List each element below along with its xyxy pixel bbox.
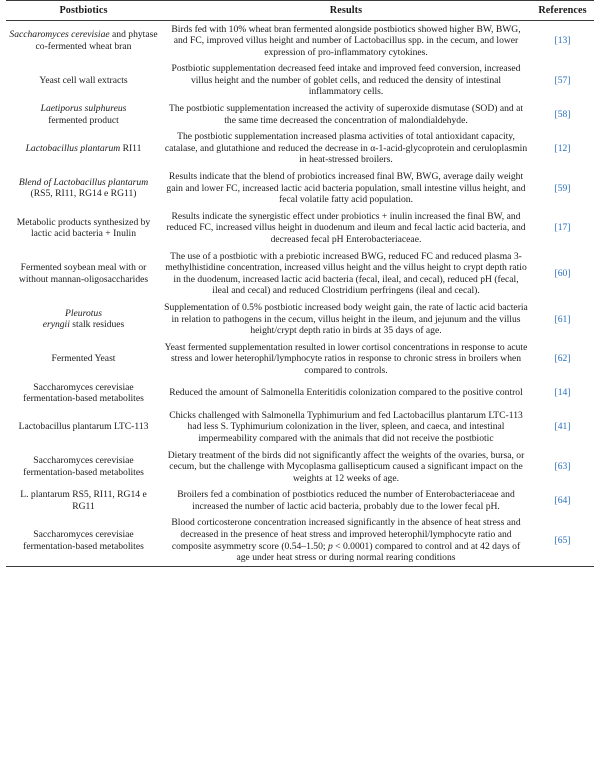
cell-postbiotic: Pleurotus eryngii stalk residues — [42, 307, 125, 331]
cell-results: Chicks challenged with Salmonella Typhimurium and fed Lactobacillus plantarum LTC-113 had less S. Typhimurium colonization in the liver, spleen, and caeca, and intestinal impermeability compared with the animals that did not receive the postbiotic — [169, 409, 523, 444]
table-row — [6, 129, 594, 169]
cell-postbiotic: Saccharomyces cerevisiae fermentation-based metabolites — [23, 381, 144, 405]
cell-results: Blood corticosterone concentration increased significantly in the absence of heat stress and decreased in the presence of heat stress and improved heterophil/lymphocyte ratio and composite asymmetry score (0.54–1.50; p < 0.0001) compared to control and at 42 days of age under heat stress or during normal rearing conditions — [161, 515, 531, 567]
cell-postbiotic: Saccharomyces cerevisiae fermentation-based metabolites — [6, 515, 161, 567]
cell-postbiotic: Saccharomyces cerevisiae and phytase co-fermented wheat bran — [9, 29, 158, 52]
reference-link[interactable]: [17] — [554, 222, 571, 234]
column-header-postbiotics: Postbiotics — [6, 1, 161, 21]
table-body — [6, 21, 594, 567]
cell-postbiotic: Fermented Yeast — [51, 353, 116, 365]
reference-link[interactable]: [14] — [554, 387, 571, 399]
cell-results: Dietary treatment of the birds did not significantly affect the weights of the ovaries, bursa, or cecum, but the challenge with Mycoplasma gallisepticum caused a significant impact on the weights at 12 weeks of age. — [167, 449, 525, 484]
cell-reference — [531, 447, 594, 487]
cell-results: Yeast fermented supplementation resulted in lower cortisol concentrations in response to acute stress and lower heterophil/lymphocyte ratios in response to chronic stress in broilers when compared to controls. — [164, 341, 528, 376]
cell-postbiotic: Laetiporus sulphureus fermented product — [40, 103, 127, 126]
table-row — [6, 407, 594, 447]
cell-results: Results indicate that the blend of probiotics increased final BW, BWG, average daily weight gain and lower FC, increased lactic acid bacteria population, small intestine villus height, and fecal volatile fatty acid population. — [166, 171, 526, 206]
reference-link[interactable]: [62] — [554, 353, 571, 365]
table-row — [6, 447, 594, 487]
cell-reference — [531, 299, 594, 339]
cell-reference — [531, 21, 594, 61]
cell-postbiotic: Yeast cell wall extracts — [39, 74, 128, 86]
cell-results: Results indicate the synergistic effect under probiotics + inulin increased the final BW, and reduced FC, increased villus height in duodenum and ileum and fecal lactic acid bacteria, and decreased fecal pH Enterobacteriaceae. — [166, 210, 526, 245]
reference-link[interactable]: [63] — [554, 461, 571, 473]
table-header — [6, 1, 594, 21]
reference-link[interactable]: [64] — [554, 495, 571, 507]
table-row — [6, 339, 594, 379]
cell-results: Postbiotic supplementation decreased feed intake and improved feed conversion, increased villus height and the number of goblet cells, and reduced the density of intestinal inflammatory cells. — [171, 63, 521, 98]
cell-postbiotic: Lactobacillus plantarum LTC-113 — [18, 421, 149, 433]
cell-results: Broilers fed a combination of postbiotics reduced the number of Enterobacteriaceae and increased the number of lactic acid bacteria, probably due to the lower fecal pH. — [177, 489, 515, 512]
reference-link[interactable]: [61] — [554, 313, 571, 325]
cell-reference — [531, 487, 594, 515]
column-header-references: References — [531, 1, 594, 21]
reference-link[interactable]: [58] — [554, 108, 571, 120]
cell-reference — [531, 248, 594, 299]
reference-link[interactable]: [60] — [554, 267, 571, 279]
cell-reference — [531, 61, 594, 101]
cell-reference — [531, 101, 594, 129]
reference-link[interactable]: [12] — [554, 142, 571, 154]
cell-results: The postbiotic supplementation increased plasma activities of total antioxidant capacity, catalase, and glutathione and reduced the decrease in α-1-acid-glycoprotein and ceruloplasmin in heat-stressed broilers. — [164, 131, 528, 166]
table-row — [6, 487, 594, 515]
cell-reference — [531, 208, 594, 248]
cell-results: Birds fed with 10% wheat bran fermented alongside postbiotics showed higher BW, BWG, and FC, improved villus height and number of Lactobacillus spp. in the cecum, and lower expression of pro-inflammatory cytokines. — [171, 23, 521, 58]
cell-reference — [531, 169, 594, 209]
reference-link[interactable]: [59] — [554, 182, 571, 194]
cell-reference — [531, 339, 594, 379]
cell-postbiotic: Lactobacillus plantarum RI11 — [25, 142, 142, 154]
cell-results: The use of a postbiotic with a prebiotic increased BWG, reduced FC and reduced plasma 3-methylhistidine concentration, increased villus height and the villus height to crypt depth ratio in the duodenum, increased lactic acid bacteria (fecal, ileal, and cecal), reduced pH (fecal, ileal and cecal) and reduced Clostridium perfringens (ileal and cecal). — [165, 250, 527, 297]
column-header-results: Results — [161, 1, 531, 21]
reference-link[interactable]: [57] — [554, 74, 571, 86]
table-row — [6, 169, 594, 209]
reference-link[interactable]: [13] — [554, 35, 571, 47]
table-row — [6, 379, 594, 407]
cell-results: Reduced the amount of Salmonella Enteritidis colonization compared to the positive control — [169, 387, 523, 399]
cell-results: Supplementation of 0.5% postbiotic increased body weight gain, the rate of lactic acid bacteria in relation to pathogens in the cecum, villus height in the ileum, and jejunum and the villus height/crypt depth ratio in birds at 35 days of age. — [164, 301, 528, 337]
table-row — [6, 21, 594, 61]
reference-link[interactable]: [65] — [554, 534, 571, 546]
cell-reference — [531, 129, 594, 169]
table-row — [6, 208, 594, 248]
cell-postbiotic: Fermented soybean meal with or without mannan-oligosaccharides — [18, 262, 149, 285]
table-row — [6, 515, 594, 567]
cell-results: The postbiotic supplementation increased the activity of superoxide dismutase (SOD) and at the same time decreased the concentration of malondialdehyde. — [168, 103, 524, 126]
cell-reference — [531, 379, 594, 407]
table-row — [6, 101, 594, 129]
postbiotics-results-table — [6, 0, 594, 567]
table-row — [6, 299, 594, 339]
cell-postbiotic: Saccharomyces cerevisiae fermentation-based metabolites — [23, 455, 144, 478]
cell-reference — [531, 407, 594, 447]
cell-postbiotic: Metabolic products synthesized by lactic acid bacteria + Inulin — [16, 216, 151, 240]
table-row — [6, 248, 594, 299]
cell-reference — [531, 515, 594, 567]
cell-postbiotic: Blend of Lactobacillus plantarum (RS5, RI11, RG14 e RG11) — [18, 176, 149, 200]
table-row — [6, 61, 594, 101]
reference-link[interactable]: [41] — [554, 421, 571, 433]
cell-postbiotic: L. plantarum RS5, RI11, RG14 e RG11 — [20, 489, 147, 512]
table-header-row — [6, 1, 594, 21]
